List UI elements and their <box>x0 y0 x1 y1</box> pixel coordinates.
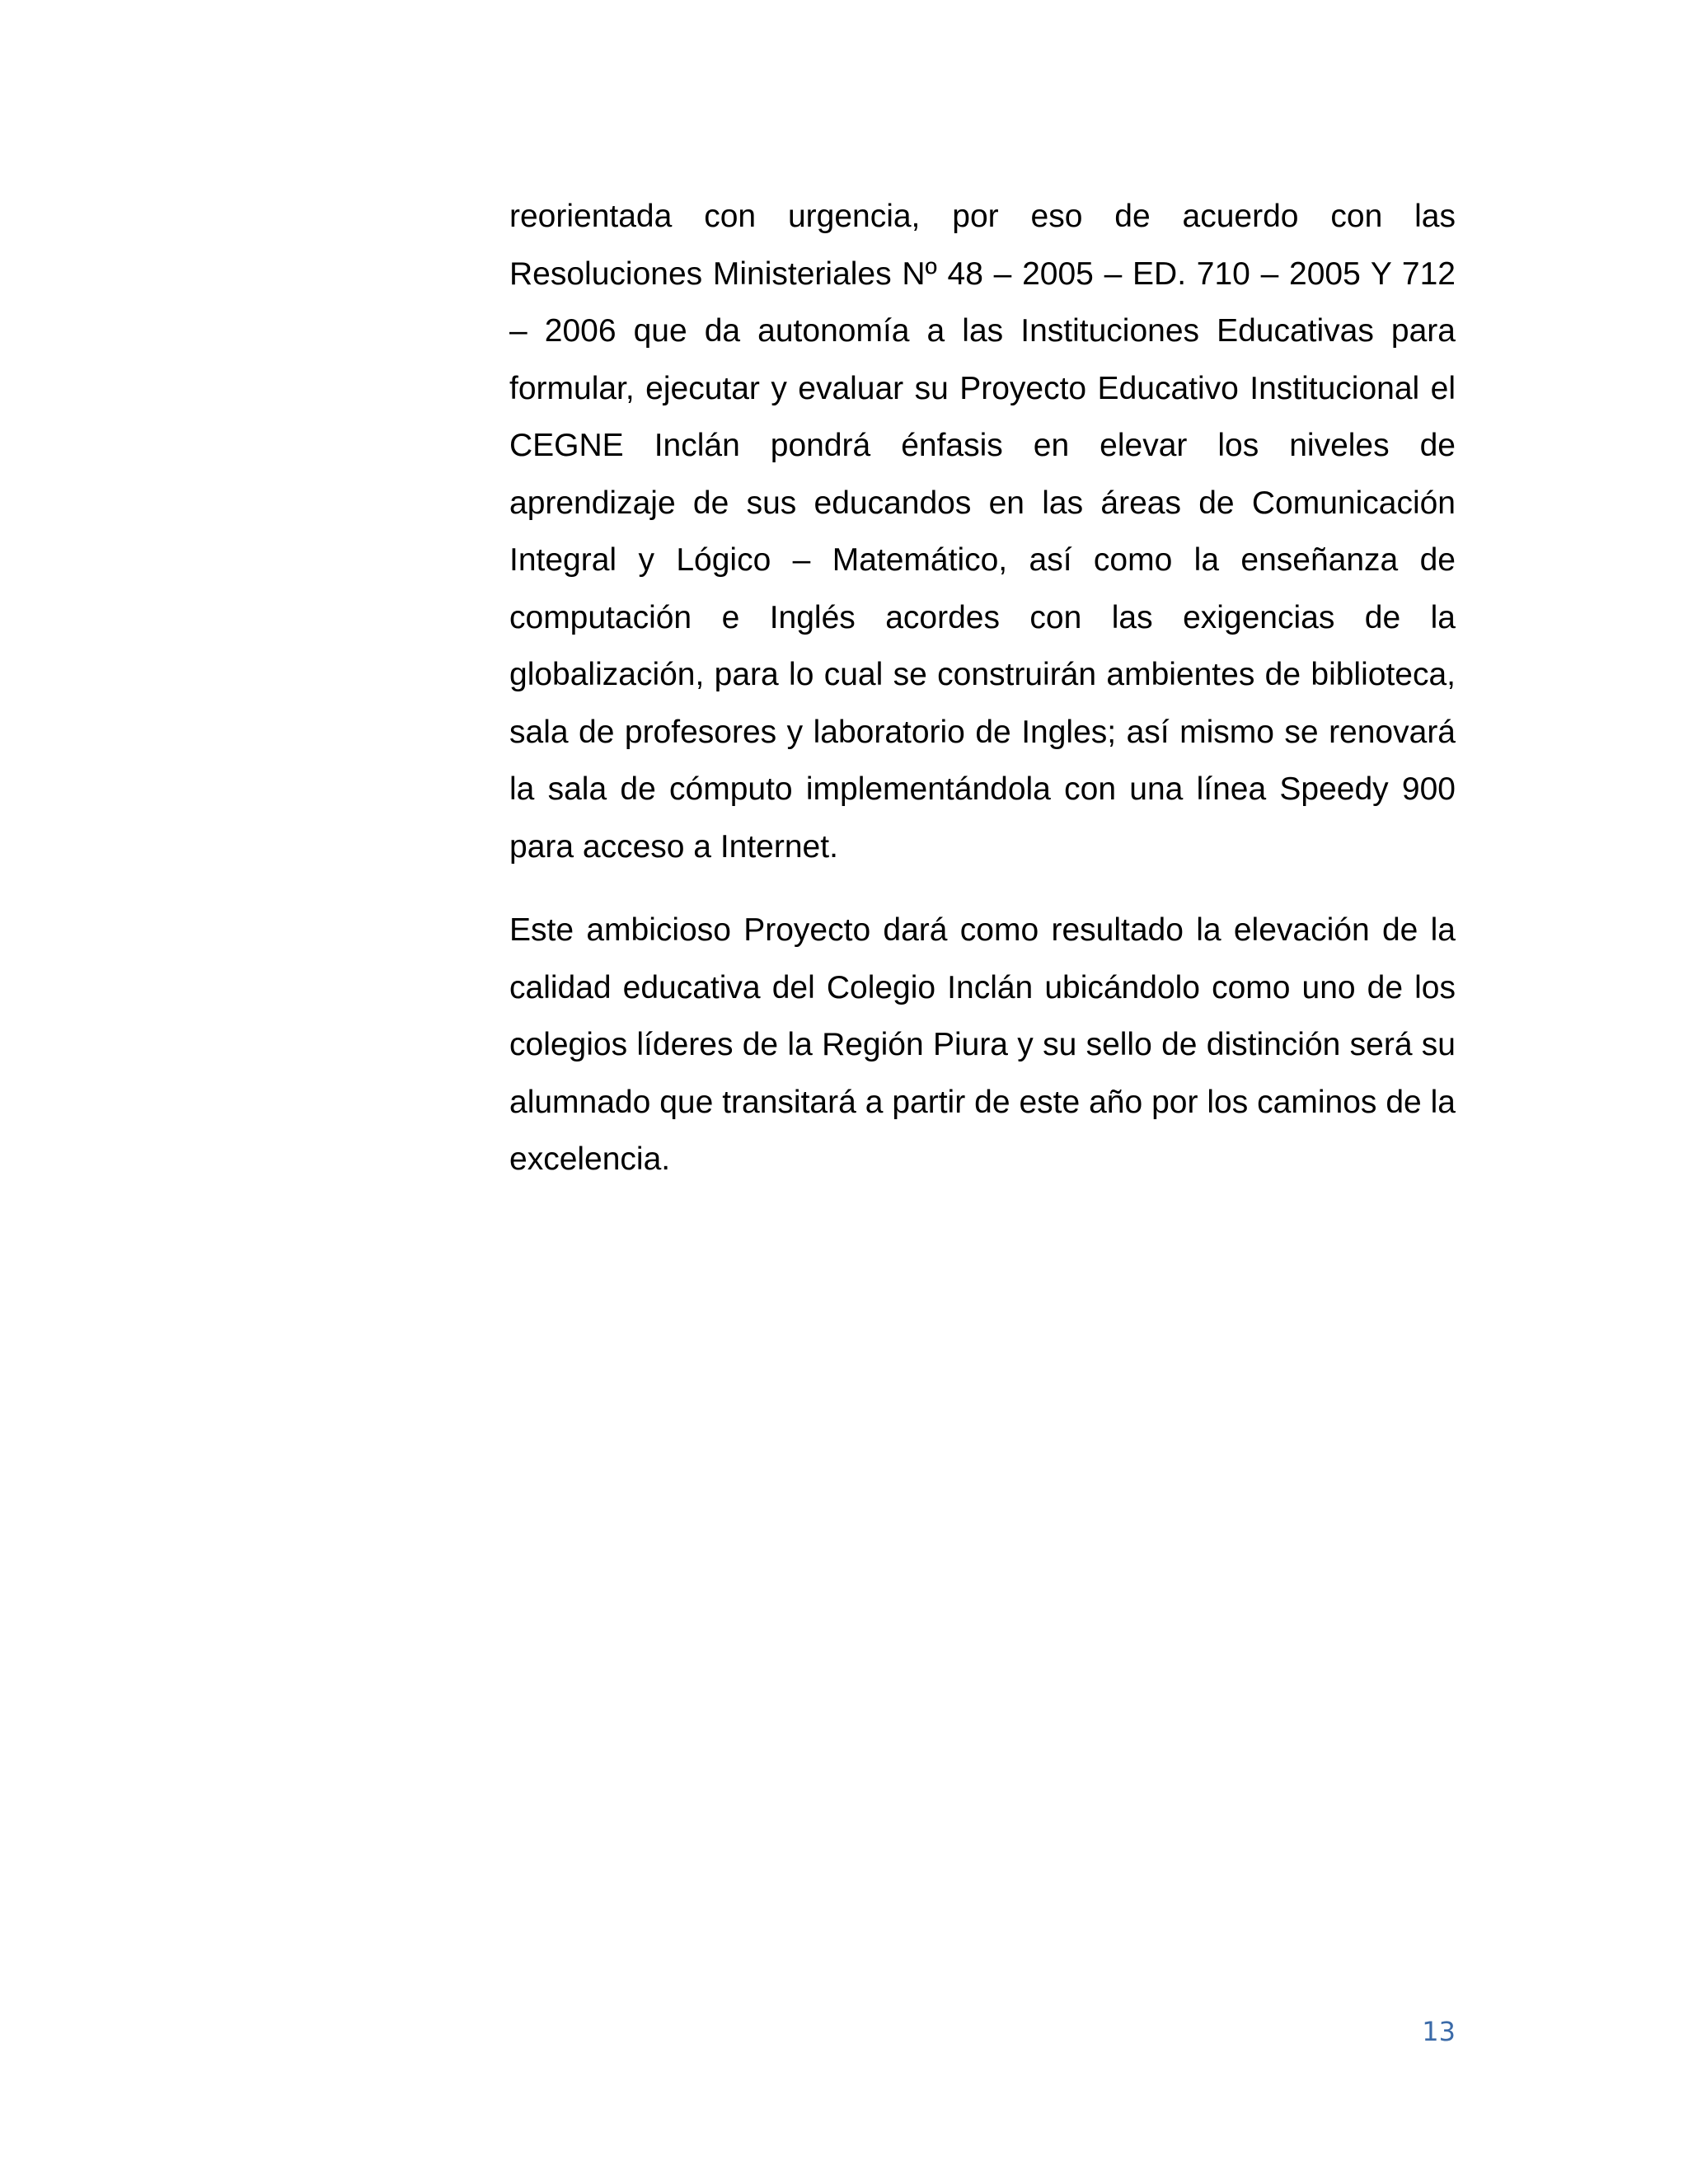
paragraph-1: reorientada con urgencia, por eso de acuerdo con las Resoluciones Ministeriales Nº 48 – 2005 – ED. 710 – 2005 Y 712 – 2006 que da autonomía a las Instituciones Educativas para formular, ejecutar y evaluar su Proyecto Educativo Institucional el CEGNE Inclán pondrá énfasis en elevar los niveles de aprendizaje de sus educandos en las áreas de Comunicación Integral y Lógico – Matemático, así como la enseñanza de computación e Inglés acordes con las exigencias de la globalización, para lo cual se construirán ambientes de biblioteca, sala de profesores y laboratorio de Ingles; así mismo se renovará la sala de cómputo implementándola con una línea Speedy 900 para acceso a Internet. <box>509 199 1456 865</box>
page-number: 13 <box>1422 2016 1456 2047</box>
paragraph-2: Este ambicioso Proyecto dará como resultado la elevación de la calidad educativa del Colegio Inclán ubicándolo como uno de los colegios líderes de la Región Piura y su sello de distinción será su alumnado que transitará a partir de este año por los caminos de la excelencia. <box>509 912 1456 1177</box>
body-text <box>509 188 1456 1188</box>
